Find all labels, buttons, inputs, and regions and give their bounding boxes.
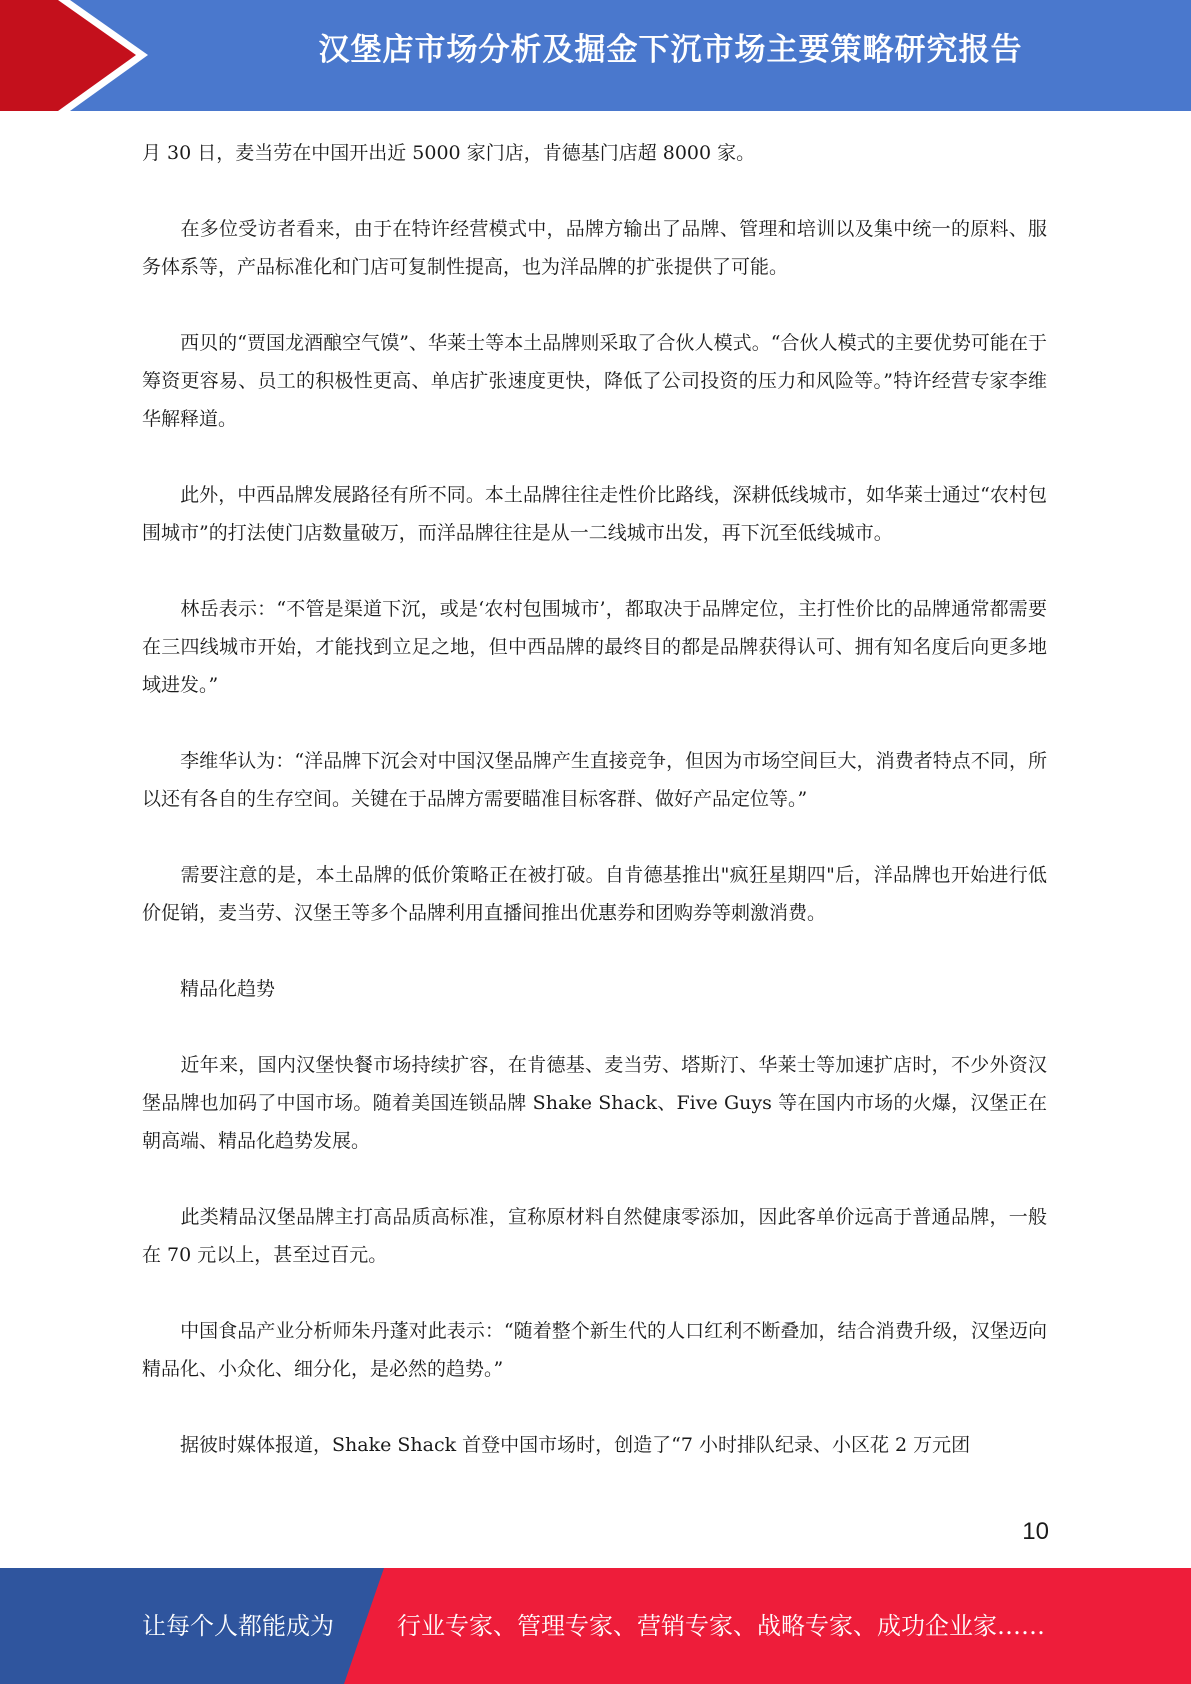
- article-body: [142, 134, 1047, 1464]
- section-heading: 精品化趋势: [142, 978, 276, 1000]
- report-title: 汉堡店市场分析及掘金下沉市场主要策略研究报告: [318, 32, 1023, 68]
- paragraph: 近年来，国内汉堡快餐市场持续扩容，在肯德基、麦当劳、塔斯汀、华莱士等加速扩店时，不少外资汉堡品牌也加码了中国市场。随着美国连锁品牌 Shake Shack、Five Guys 等在国内市场的火爆，汉堡正在朝高端、精品化趋势发展。: [142, 1054, 1047, 1152]
- paragraph: 李维华认为：“洋品牌下沉会对中国汉堡品牌产生直接竞争，但因为市场空间巨大，消费者特点不同，所以还有各自的生存空间。关键在于品牌方需要瞄准目标客群、做好产品定位等。”: [142, 750, 1047, 810]
- footer-slogan-right: 行业专家、管理专家、营销专家、战略专家、成功企业家……: [397, 1612, 1045, 1640]
- page-footer: [0, 1568, 1191, 1684]
- paragraph: 西贝的“贾国龙酒酿空气馍”、华莱士等本土品牌则采取了合伙人模式。“合伙人模式的主要优势可能在于筹资更容易、员工的积极性更高、单店扩张速度更快，降低了公司投资的压力和风险等。”特许经营专家李维华解释道。: [142, 332, 1047, 430]
- paragraph: 中国食品产业分析师朱丹蓬对此表示：“随着整个新生代的人口红利不断叠加，结合消费升级，汉堡迈向精品化、小众化、细分化，是必然的趋势。”: [142, 1320, 1047, 1380]
- paragraph: 林岳表示：“不管是渠道下沉，或是‘农村包围城市’，都取决于品牌定位，主打性价比的品牌通常都需要在三四线城市开始，才能找到立足之地，但中西品牌的最终目的都是品牌获得认可、拥有知名度后向更多地域进发。”: [142, 598, 1047, 696]
- paragraph: 此类精品汉堡品牌主打高品质高标准，宣称原材料自然健康零添加，因此客单价远高于普通品牌，一般在 70 元以上，甚至过百元。: [142, 1206, 1047, 1266]
- paragraph: 月 30 日，麦当劳在中国开出近 5000 家门店，肯德基门店超 8000 家。: [142, 142, 756, 164]
- paragraph: 需要注意的是，本土品牌的低价策略正在被打破。自肯德基推出"疯狂星期四"后，洋品牌也开始进行低价促销，麦当劳、汉堡王等多个品牌利用直播间推出优惠券和团购券等刺激消费。: [142, 864, 1047, 924]
- paragraph: 据彼时媒体报道，Shake Shack 首登中国市场时，创造了“7 小时排队纪录、小区花 2 万元团: [142, 1434, 971, 1456]
- paragraph: 此外，中西品牌发展路径有所不同。本土品牌往往走性价比路线，深耕低线城市，如华莱士通过“农村包围城市”的打法使门店数量破万，而洋品牌往往是从一二线城市出发，再下沉至低线城市。: [142, 484, 1047, 544]
- page-number: 10: [1022, 1518, 1049, 1545]
- page-header: [0, 0, 1191, 111]
- header-arrow-decoration: [0, 0, 160, 111]
- paragraph: 在多位受访者看来，由于在特许经营模式中，品牌方输出了品牌、管理和培训以及集中统一的原料、服务体系等，产品标准化和门店可复制性提高，也为洋品牌的扩张提供了可能。: [142, 218, 1047, 278]
- footer-slogan-left: 让每个人都能成为: [142, 1612, 334, 1640]
